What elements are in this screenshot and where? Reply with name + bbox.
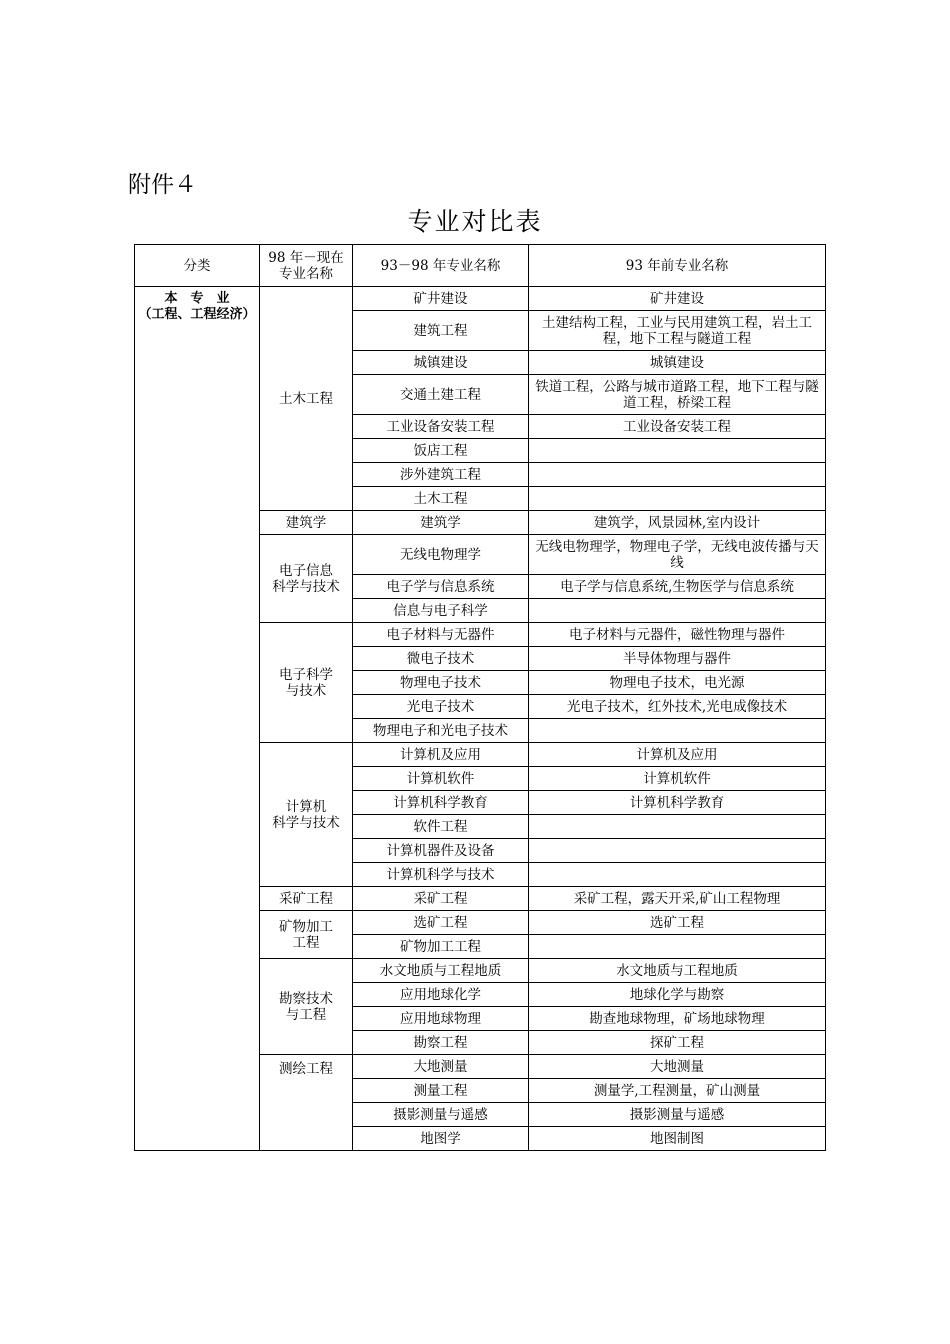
current-major-group: 土木工程 — [260, 287, 353, 511]
major-93-98-cell: 土木工程 — [353, 487, 529, 511]
major-pre-93-cell: 摄影测量与遥感 — [529, 1103, 826, 1127]
major-pre-93-cell: 计算机科学教育 — [529, 791, 826, 815]
major-pre-93-cell — [529, 463, 826, 487]
header-pre-93-major: 93 年前专业名称 — [529, 245, 826, 287]
major-pre-93-cell: 计算机软件 — [529, 767, 826, 791]
major-pre-93-cell: 无线电物理学，物理电子学，无线电波传播与天线 — [529, 535, 826, 575]
major-93-98-cell: 测量工程 — [353, 1079, 529, 1103]
major-pre-93-cell: 地图制图 — [529, 1127, 826, 1151]
major-pre-93-cell: 光电子技术，红外技术,光电成像技术 — [529, 695, 826, 719]
major-93-98-cell: 微电子技术 — [353, 647, 529, 671]
major-93-98-cell: 电子学与信息系统 — [353, 575, 529, 599]
major-93-98-cell: 物理电子技术 — [353, 671, 529, 695]
major-pre-93-cell — [529, 719, 826, 743]
major-93-98-cell: 电子材料与无器件 — [353, 623, 529, 647]
header-row — [135, 245, 826, 287]
major-93-98-cell: 软件工程 — [353, 815, 529, 839]
major-pre-93-cell: 铁道工程，公路与城市道路工程，地下工程与隧道工程，桥梁工程 — [529, 375, 826, 415]
major-93-98-cell: 计算机科学与技术 — [353, 863, 529, 887]
major-pre-93-cell — [529, 487, 826, 511]
major-pre-93-cell: 地球化学与勘察 — [529, 983, 826, 1007]
major-pre-93-cell: 采矿工程，露天开采,矿山工程物理 — [529, 887, 826, 911]
header-current-major: 98 年－现在 专业名称 — [260, 245, 353, 287]
major-93-98-cell: 矿物加工工程 — [353, 935, 529, 959]
major-pre-93-cell — [529, 839, 826, 863]
major-pre-93-cell: 半导体物理与器件 — [529, 647, 826, 671]
major-pre-93-cell: 工业设备安装工程 — [529, 415, 826, 439]
current-major-group: 勘察技术 与工程 — [260, 959, 353, 1055]
major-93-98-cell: 物理电子和光电子技术 — [353, 719, 529, 743]
major-pre-93-cell: 选矿工程 — [529, 911, 826, 935]
category-cell: 本 专 业 （工程、工程经济） — [135, 287, 260, 1151]
attachment-label: 附件４ — [128, 172, 197, 198]
major-93-98-cell: 应用地球化学 — [353, 983, 529, 1007]
major-pre-93-cell: 测量学,工程测量，矿山测量 — [529, 1079, 826, 1103]
major-93-98-cell: 水文地质与工程地质 — [353, 959, 529, 983]
major-93-98-cell: 城镇建设 — [353, 351, 529, 375]
current-major-group: 计算机 科学与技术 — [260, 743, 353, 887]
major-pre-93-cell — [529, 599, 826, 623]
major-93-98-cell: 涉外建筑工程 — [353, 463, 529, 487]
major-pre-93-cell — [529, 863, 826, 887]
major-93-98-cell: 大地测量 — [353, 1055, 529, 1079]
major-93-98-cell: 摄影测量与遥感 — [353, 1103, 529, 1127]
current-major-group: 测绘工程 — [260, 1055, 353, 1151]
major-pre-93-cell — [529, 935, 826, 959]
major-93-98-cell: 计算机器件及设备 — [353, 839, 529, 863]
major-93-98-cell: 计算机软件 — [353, 767, 529, 791]
major-pre-93-cell: 计算机及应用 — [529, 743, 826, 767]
major-93-98-cell: 建筑工程 — [353, 311, 529, 351]
major-93-98-cell: 建筑学 — [353, 511, 529, 535]
major-pre-93-cell — [529, 439, 826, 463]
major-pre-93-cell: 探矿工程 — [529, 1031, 826, 1055]
comparison-table — [134, 244, 826, 1151]
major-pre-93-cell: 电子学与信息系统,生物医学与信息系统 — [529, 575, 826, 599]
major-93-98-cell: 饭店工程 — [353, 439, 529, 463]
major-93-98-cell: 采矿工程 — [353, 887, 529, 911]
major-93-98-cell: 无线电物理学 — [353, 535, 529, 575]
comparison-table-body — [135, 245, 826, 1151]
current-major-group: 建筑学 — [260, 511, 353, 535]
major-93-98-cell: 光电子技术 — [353, 695, 529, 719]
major-93-98-cell: 信息与电子科学 — [353, 599, 529, 623]
major-93-98-cell: 勘察工程 — [353, 1031, 529, 1055]
major-pre-93-cell: 土建结构工程，工业与民用建筑工程，岩土工程，地下工程与隧道工程 — [529, 311, 826, 351]
major-93-98-cell: 计算机及应用 — [353, 743, 529, 767]
major-93-98-cell: 计算机科学教育 — [353, 791, 529, 815]
major-93-98-cell: 矿井建设 — [353, 287, 529, 311]
major-pre-93-cell: 建筑学，风景园林,室内设计 — [529, 511, 826, 535]
major-pre-93-cell: 水文地质与工程地质 — [529, 959, 826, 983]
header-93-98-major: 93－98 年专业名称 — [353, 245, 529, 287]
major-93-98-cell: 工业设备安装工程 — [353, 415, 529, 439]
major-pre-93-cell — [529, 815, 826, 839]
current-major-group: 采矿工程 — [260, 887, 353, 911]
table-row — [135, 287, 826, 311]
major-93-98-cell: 应用地球物理 — [353, 1007, 529, 1031]
header-category: 分类 — [135, 245, 260, 287]
major-93-98-cell: 交通土建工程 — [353, 375, 529, 415]
major-pre-93-cell: 大地测量 — [529, 1055, 826, 1079]
major-93-98-cell: 选矿工程 — [353, 911, 529, 935]
document-title: 专业对比表 — [407, 207, 543, 236]
major-93-98-cell: 地图学 — [353, 1127, 529, 1151]
current-major-group: 矿物加工 工程 — [260, 911, 353, 959]
major-pre-93-cell: 矿井建设 — [529, 287, 826, 311]
major-pre-93-cell: 电子材料与元器件，磁性物理与器件 — [529, 623, 826, 647]
major-pre-93-cell: 城镇建设 — [529, 351, 826, 375]
current-major-group: 电子信息 科学与技术 — [260, 535, 353, 623]
major-pre-93-cell: 物理电子技术，电光源 — [529, 671, 826, 695]
current-major-group: 电子科学 与技术 — [260, 623, 353, 743]
major-pre-93-cell: 勘查地球物理，矿场地球物理 — [529, 1007, 826, 1031]
